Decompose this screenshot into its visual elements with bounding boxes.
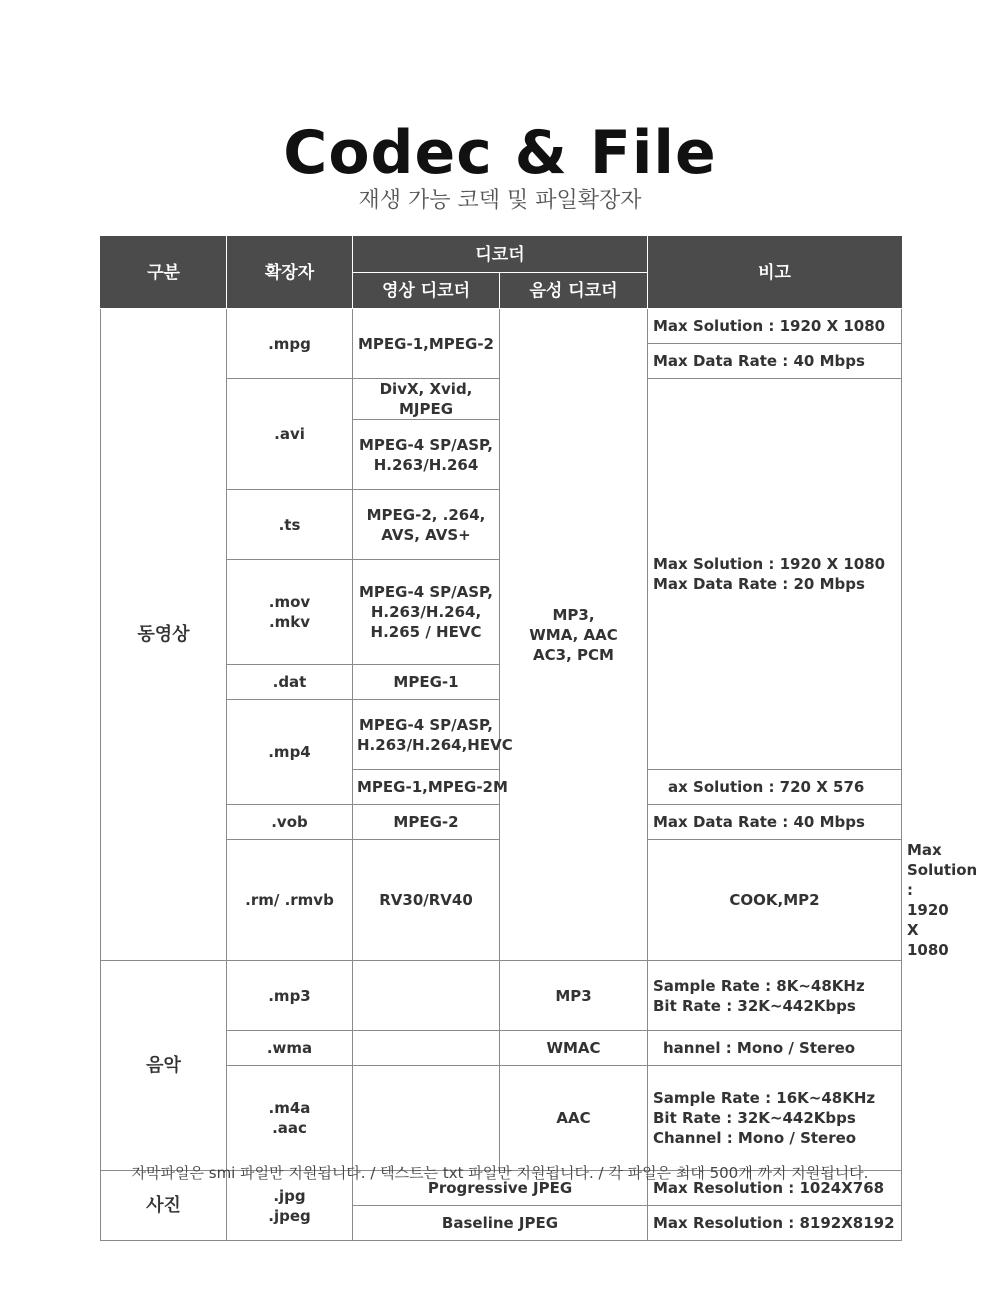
video-decoder-ts: MPEG-2, .264, AVS, AVS+: [353, 490, 500, 560]
note-shared: Max Solution : 1920 X 1080 Max Data Rate : 20 Mbps: [648, 379, 902, 770]
note-mp4: ax Solution : 720 X 576: [648, 770, 902, 805]
header-extension: 확장자: [227, 237, 353, 309]
video-decoder-dat: MPEG-1: [353, 665, 500, 700]
header-decoder: 디코더: [353, 237, 648, 273]
audio-decoder-m4a: AAC: [500, 1066, 648, 1171]
header-video-decoder: 영상 디코더: [353, 273, 500, 309]
ext-avi: .avi: [227, 379, 353, 490]
header-remarks: 비고: [648, 237, 902, 309]
decoder-progressive-jpeg: Progressive JPEG: [353, 1171, 648, 1206]
video-decoder-avi-1: DivX, Xvid, MJPEG: [353, 379, 500, 420]
video-decoder-mp3-empty: [353, 961, 500, 1031]
category-photo: 사진: [101, 1171, 227, 1241]
video-decoder-mov: MPEG-4 SP/ASP, H.263/H.264, H.265 / HEVC: [353, 560, 500, 665]
video-decoder-wma-empty: [353, 1031, 500, 1066]
video-decoder-mp4-1: MPEG-4 SP/ASP, H.263/H.264,HEVC: [353, 700, 500, 770]
ext-rm: .rm/ .rmvb: [227, 840, 353, 961]
ext-wma: .wma: [227, 1031, 353, 1066]
note-m4a: Sample Rate : 16K~48KHz Bit Rate : 32K~442Kbps Channel : Mono / Stereo: [648, 1066, 902, 1171]
audio-decoder-mp3: MP3: [500, 961, 648, 1031]
category-video: 동영상: [101, 309, 227, 961]
note-baseline-jpeg: Max Resolution : 8192X8192: [648, 1206, 902, 1241]
note-mpg-datarate: Max Data Rate : 40 Mbps: [648, 344, 902, 379]
video-decoder-mpg: MPEG-1,MPEG-2: [353, 309, 500, 379]
ext-mov-mkv: .mov .mkv: [227, 560, 353, 665]
video-decoder-vob: MPEG-2: [353, 805, 500, 840]
ext-ts: .ts: [227, 490, 353, 560]
video-decoder-m4a-empty: [353, 1066, 500, 1171]
audio-decoder-rm: COOK,MP2: [648, 840, 902, 961]
ext-mp4: .mp4: [227, 700, 353, 805]
video-decoder-rm: RV30/RV40: [353, 840, 500, 961]
page-subtitle: 재생 가능 코덱 및 파일확장자: [358, 188, 642, 213]
footer-note: 자막파일은 smi 파일만 지원됩니다. / 텍스트는 txt 파일만 지원됩니다. / 각 파일은 최대 500개 까지 지원됩니다.: [131, 1164, 869, 1182]
note-mpg-solution: Max Solution : 1920 X 1080: [648, 309, 902, 344]
ext-jpg-jpeg: .jpg .jpeg: [227, 1171, 353, 1241]
ext-dat: .dat: [227, 665, 353, 700]
codec-table: 구분 확장자 디코더 비고 영상 디코더 음성 디코더 동영상 .mpg MPEG-1,MPEG-2 MP3, WMA, AAC AC3, PCM Max Solution : 1920 X 1080 Max Data Rate : 40 Mbps .avi DivX, Xvid, MJPEG Max Solution : 1920 X 1080 Max Data Rate : 20 Mbps MPEG-4 SP/ASP, H.263/H.264 .ts MPEG-2, .264, AVS, AVS+ .mov .mkv MPEG-4 SP/ASP, H.263/H.264, H.265 / HEVC .dat MPEG-1 .mp4 MPEG-4 SP/ASP, H.263/H.264,HEVC MPEG-1,MPEG-2M ax Solution : 720 X 576 .vob MPEG-2 Max Data Rate : 40 Mbps .rm/ .rmvb RV30/RV40 COOK,MP2 Max Solution : 1920 X 1080 음악 .mp3 MP3 Sample Rate : 8K~48KHz Bit Rate : 32K~442Kbps .wma WMAC hannel : Mono / Stereo .m4a .aac AAC Sample Rate : 16K~48KHz Bit Rate : 32K~442Kbps Channel : Mono / Stereo 사진 .jpg .jpeg Progressive JPEG Max Resolution : 1024X768 Baseline JPEG Max Resolution : 8192X8192: [100, 236, 902, 1241]
note-mp3: Sample Rate : 8K~48KHz Bit Rate : 32K~442Kbps: [648, 961, 902, 1031]
ext-vob: .vob: [227, 805, 353, 840]
decoder-baseline-jpeg: Baseline JPEG: [353, 1206, 648, 1241]
audio-decoder-wma: WMAC: [500, 1031, 648, 1066]
audio-decoder-shared: MP3, WMA, AAC AC3, PCM: [500, 309, 648, 961]
header-audio-decoder: 음성 디코더: [500, 273, 648, 309]
ext-mp3: .mp3: [227, 961, 353, 1031]
video-decoder-avi-2: MPEG-4 SP/ASP, H.263/H.264: [353, 420, 500, 490]
category-music: 음악: [101, 961, 227, 1171]
note-vob: Max Data Rate : 40 Mbps: [648, 805, 902, 840]
note-progressive-jpeg: Max Resolution : 1024X768: [648, 1171, 902, 1206]
ext-m4a-aac: .m4a .aac: [227, 1066, 353, 1171]
header-category: 구분: [101, 237, 227, 309]
ext-mpg: .mpg: [227, 309, 353, 379]
video-decoder-mp4-2: MPEG-1,MPEG-2M: [353, 770, 500, 805]
note-wma: hannel : Mono / Stereo: [648, 1031, 902, 1066]
page-title: Codec & File: [283, 118, 717, 188]
